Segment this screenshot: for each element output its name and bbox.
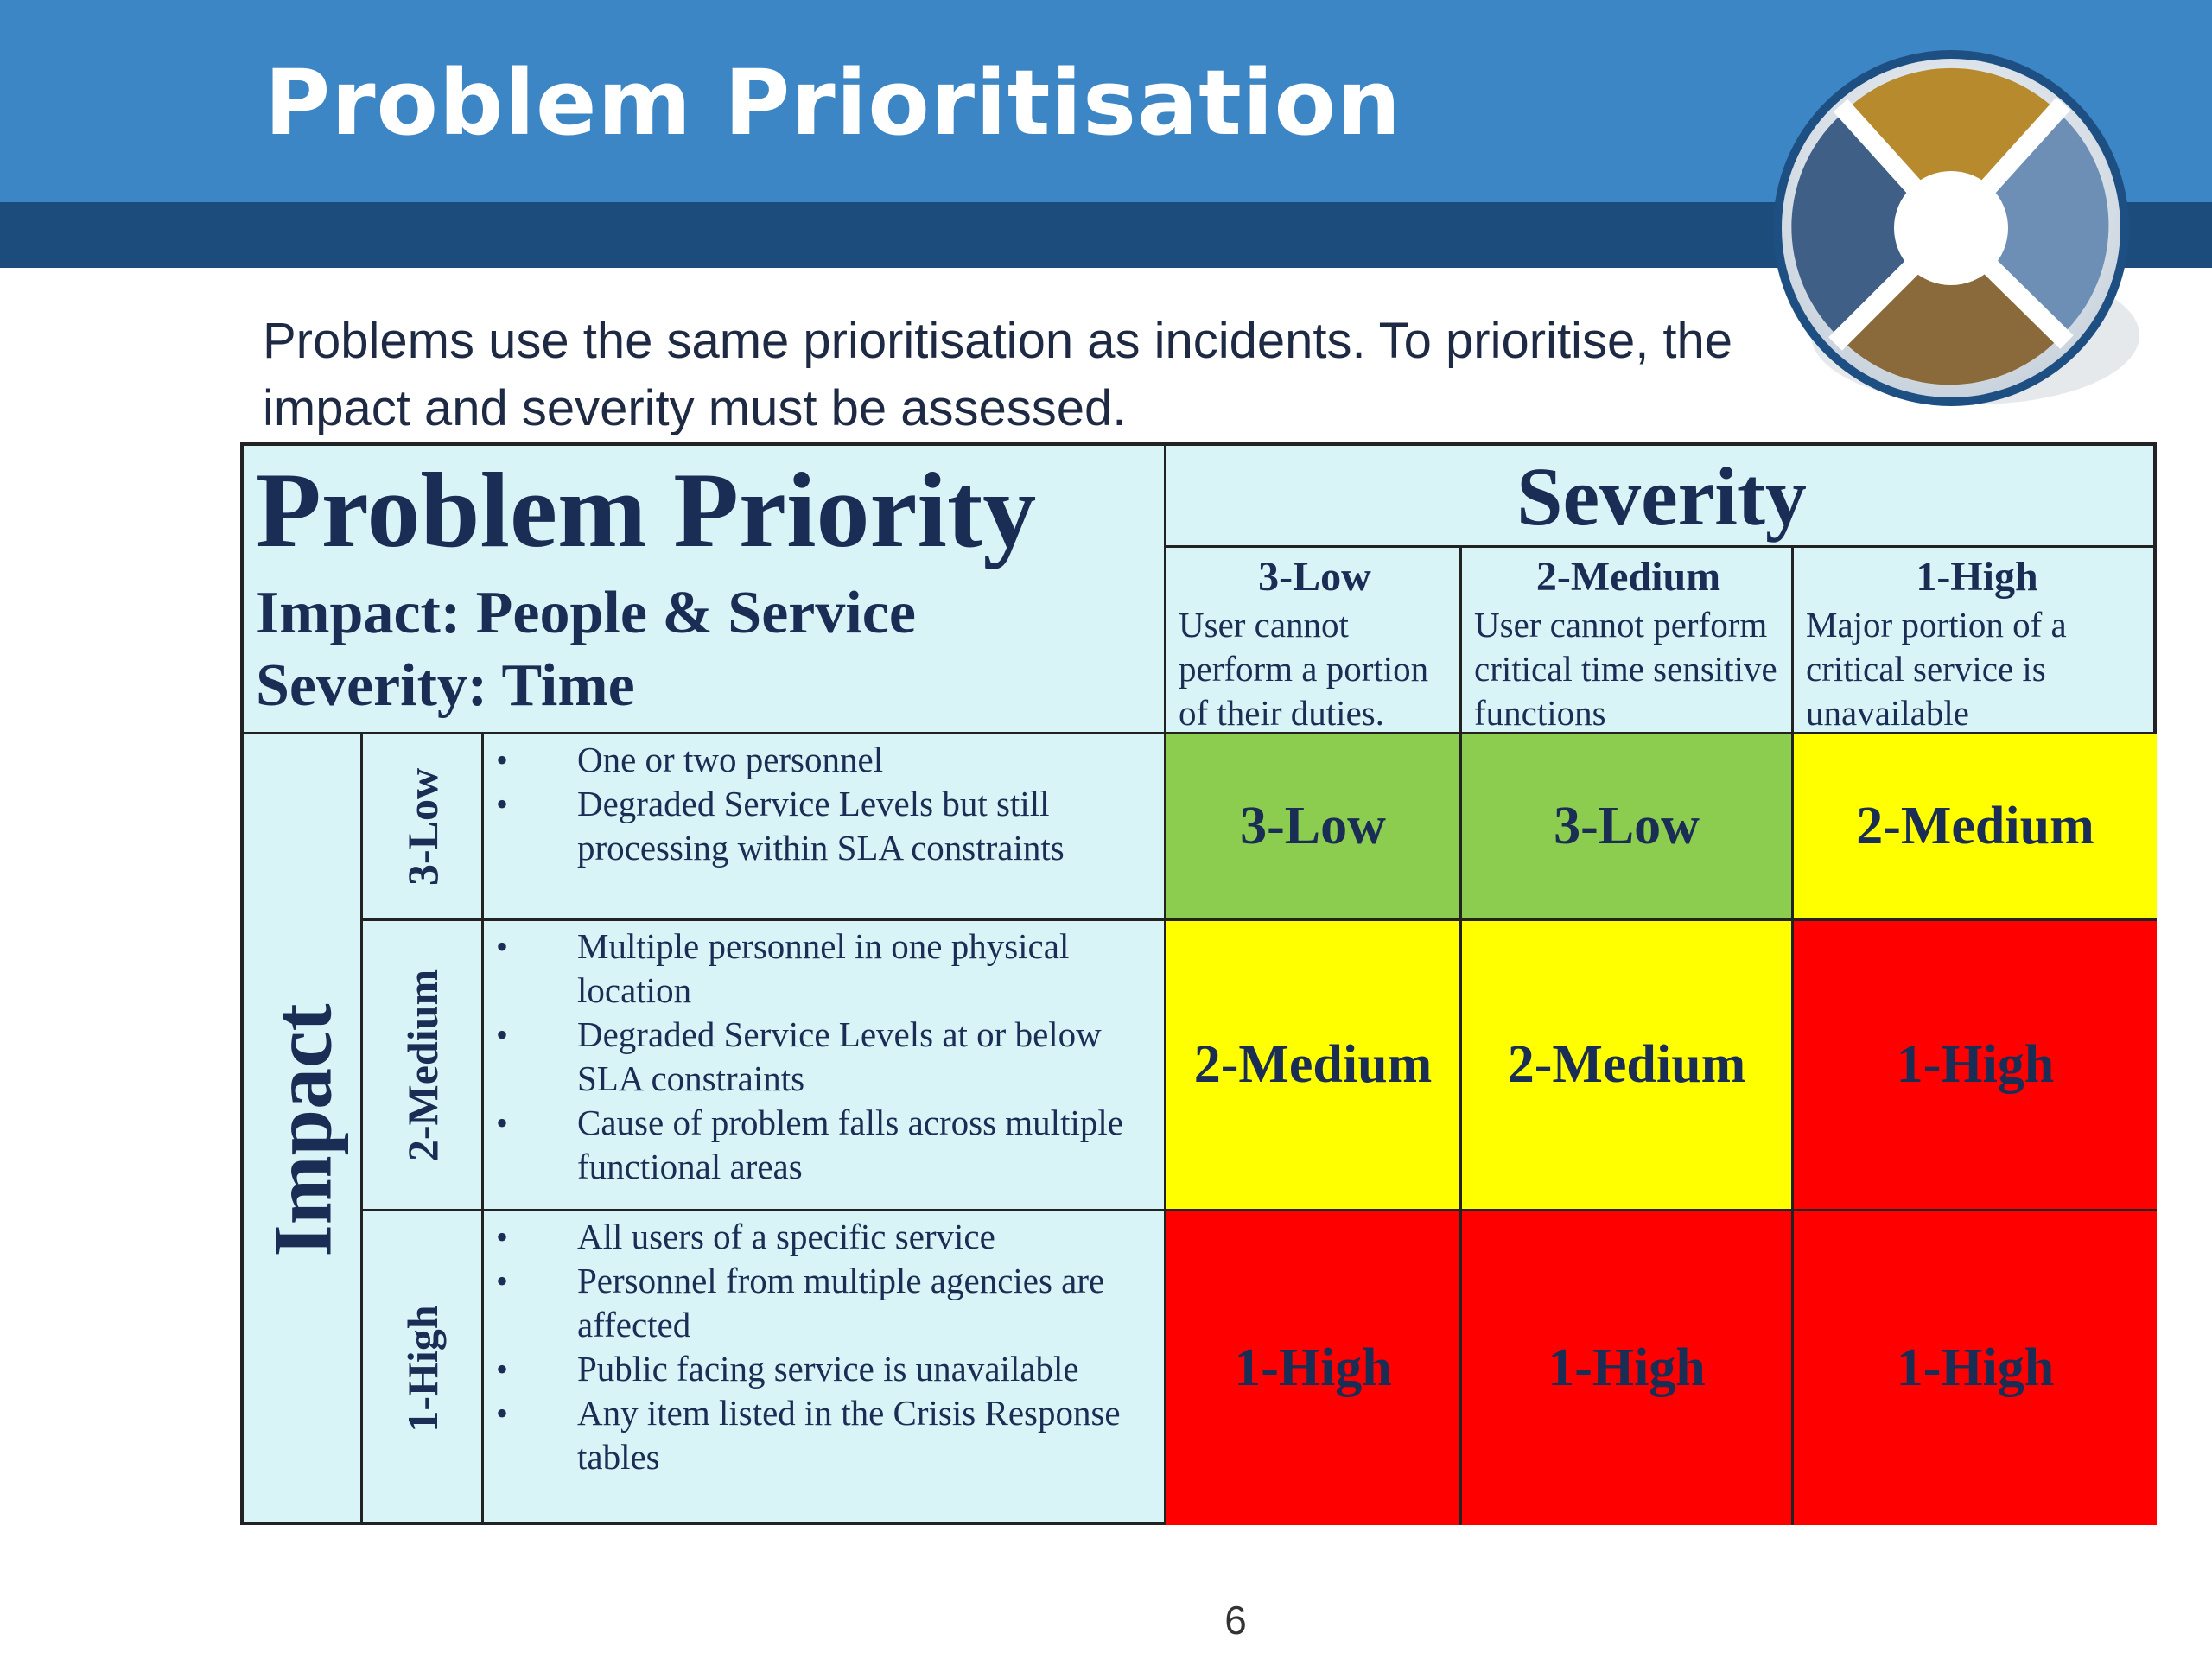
severity-label: Severity	[1516, 450, 1807, 543]
severity-column-description: User cannot perform a portion of their duties.	[1179, 605, 1429, 733]
impact-row-label: 3-Low	[397, 767, 447, 886]
priority-cell: 1-High	[1166, 1211, 1462, 1525]
impact-row-criteria-medium	[484, 921, 1166, 1211]
severity-column-high	[1794, 548, 2157, 734]
impact-row-label: 1-High	[397, 1304, 447, 1433]
criteria-item: • Public facing service is unavailable	[484, 1347, 1164, 1391]
impact-row-label-high	[363, 1211, 484, 1525]
priority-cell: 2-Medium	[1462, 921, 1794, 1211]
impact-row-label-low	[363, 734, 484, 921]
severity-column-description: User cannot perform critical time sensitive functions	[1474, 605, 1777, 733]
severity-column-low	[1166, 548, 1462, 734]
matrix-header	[244, 446, 1166, 734]
impact-header	[244, 734, 363, 1525]
criteria-item: • All users of a specific service	[484, 1215, 1164, 1259]
severity-column-label: 2-Medium	[1535, 554, 1721, 600]
matrix-title: Problem Priority	[256, 451, 1037, 569]
impact-row-criteria-high	[484, 1211, 1166, 1525]
impact-row-label: 2-Medium	[397, 969, 447, 1161]
priority-cell: 2-Medium	[1166, 921, 1462, 1211]
criteria-item: • Degraded Service Levels at or below SLA constraints	[484, 1013, 1164, 1101]
priority-cell: 3-Low	[1462, 734, 1794, 921]
intro-text: Problems use the same prioritisation as incidents. To prioritise, the impact and severity must be assessed.	[263, 313, 1733, 436]
criteria-item: • Multiple personnel in one physical location	[484, 925, 1164, 1013]
matrix-subtitle-impact: Impact: People & Service	[256, 580, 916, 646]
severity-column-description: Major portion of a critical service is unavailable	[1806, 605, 2067, 733]
impact-row-label-medium	[363, 921, 484, 1211]
criteria-item: • One or two personnel	[484, 738, 1164, 782]
slide-title: Problem Prioritisation	[264, 50, 1402, 156]
severity-column-medium	[1462, 548, 1794, 734]
page-number: 6	[1224, 1598, 1247, 1643]
priority-cell: 2-Medium	[1794, 734, 2157, 921]
priority-matrix	[240, 442, 2157, 1525]
priority-cell: 3-Low	[1166, 734, 1462, 921]
priority-cell: 1-High	[1794, 921, 2157, 1211]
severity-header	[1166, 446, 2157, 548]
criteria-item: • Any item listed in the Crisis Response tables	[484, 1391, 1164, 1479]
criteria-item: • Degraded Service Levels but still processing within SLA constraints	[484, 782, 1164, 870]
matrix-subtitle-severity: Severity: Time	[256, 652, 635, 719]
decorative-logo-image	[1768, 50, 2141, 423]
severity-column-label: 3-Low	[1258, 554, 1371, 600]
criteria-item: • Personnel from multiple agencies are affected	[484, 1259, 1164, 1347]
priority-cell: 1-High	[1462, 1211, 1794, 1525]
impact-row-criteria-low	[484, 734, 1166, 921]
priority-cell: 1-High	[1794, 1211, 2157, 1525]
criteria-item: • Cause of problem falls across multiple functional areas	[484, 1101, 1164, 1189]
impact-label: Impact	[256, 1002, 348, 1257]
severity-column-label: 1-High	[1916, 554, 2038, 600]
